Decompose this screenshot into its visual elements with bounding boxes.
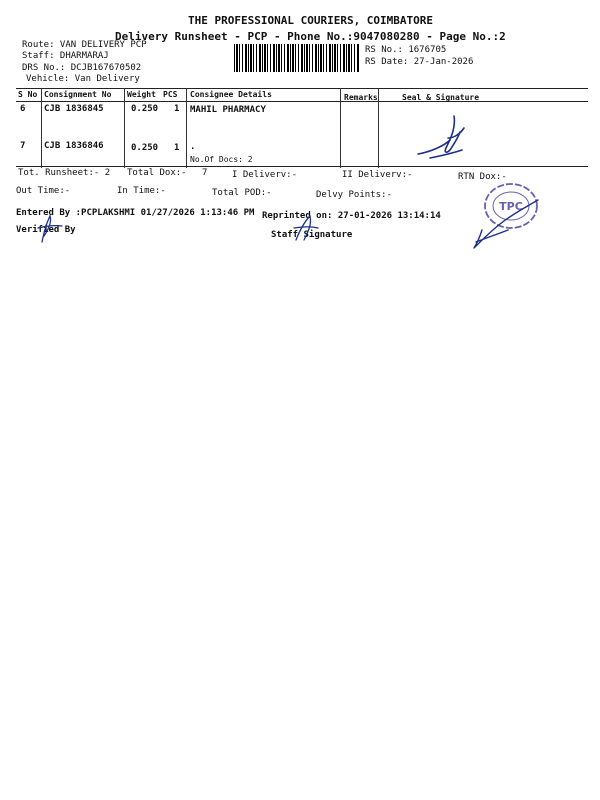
stamp-text: TPC — [499, 200, 523, 213]
no-of-docs: No.Of Docs: 2 — [190, 155, 253, 164]
table-row-consignee: MAHIL PHARMACY — [190, 105, 266, 115]
ii-delivery: II Deliverv:- — [342, 170, 413, 180]
rtn-dox: RTN Dox:- — [458, 172, 507, 182]
header-weight: Weight — [127, 90, 156, 99]
route-label: Route: VAN DELIVERY PCP — [22, 40, 147, 50]
total-dox-label: Total Dox:- — [127, 168, 187, 178]
total-dox-value: 7 — [202, 168, 208, 178]
header-sno: S No — [18, 90, 38, 99]
table-row-sno: 7 — [20, 141, 26, 151]
header-remarks: Remarks — [344, 93, 378, 102]
verifier-signature-icon — [32, 208, 82, 248]
total-pod: Total POD:- — [212, 188, 272, 198]
col-divider — [340, 88, 341, 168]
table-header-rule — [16, 101, 588, 102]
col-divider — [186, 88, 187, 168]
header-pcs: PCS — [163, 90, 178, 99]
out-time: Out Time:- — [16, 186, 71, 196]
table-row-sno: 6 — [20, 104, 26, 114]
delivery-signature-icon — [410, 110, 470, 170]
verified-by-label: Verified By — [16, 225, 76, 235]
rs-number: RS No.: 1676705 — [365, 45, 447, 55]
table-row-pcs: 1 — [174, 104, 180, 114]
staff-label: Staff: DHARMARAJ — [22, 51, 109, 61]
table-top-rule — [16, 88, 588, 89]
delvy-points: Delvy Points:- — [316, 190, 392, 200]
barcode-image — [234, 44, 360, 72]
i-delivery: I Deliverv:- — [232, 170, 298, 180]
vehicle-label: Vehicle: Van Delivery — [26, 74, 140, 84]
staff-signature-label: Staff Signature — [271, 230, 353, 240]
table-bottom-rule — [16, 166, 588, 167]
table-row-weight: 0.250 — [131, 104, 159, 114]
staff-signature-icon — [468, 190, 558, 260]
rs-date: RS Date: 27-Jan-2026 — [365, 57, 474, 67]
header-consignment: Consignment No — [44, 90, 112, 99]
header-consignee: Consignee Details — [190, 90, 272, 99]
col-divider — [124, 88, 125, 168]
company-title: THE PROFESSIONAL COURIERS, COIMBATORE — [188, 14, 434, 27]
table-row-pcs: 1 — [174, 143, 180, 153]
in-time: In Time:- — [117, 186, 166, 196]
col-divider — [378, 88, 379, 168]
reprinted-on: Reprinted on: 27-01-2026 13:14:14 — [262, 211, 441, 221]
staff-initials-icon — [288, 210, 328, 250]
tot-runsheet: Tot. Runsheet:- 2 — [18, 168, 111, 178]
table-row-consignee: . — [190, 142, 196, 152]
col-divider — [41, 88, 42, 168]
entered-by: Entered By :PCPLAKSHMI 01/27/2026 1:13:46 PM — [16, 208, 255, 218]
drs-number: DRS No.: DCJB167670502 — [22, 63, 142, 73]
header-seal-signature: Seal & Signature — [402, 93, 480, 102]
table-row-weight: 0.250 — [131, 143, 159, 153]
runsheet-subtitle: Delivery Runsheet - PCP - Phone No.:9047080280 - Page No.:2 — [115, 30, 506, 43]
table-row-consignment: CJB 1836846 — [44, 141, 104, 151]
table-row-consignment: CJB 1836845 — [44, 104, 104, 114]
